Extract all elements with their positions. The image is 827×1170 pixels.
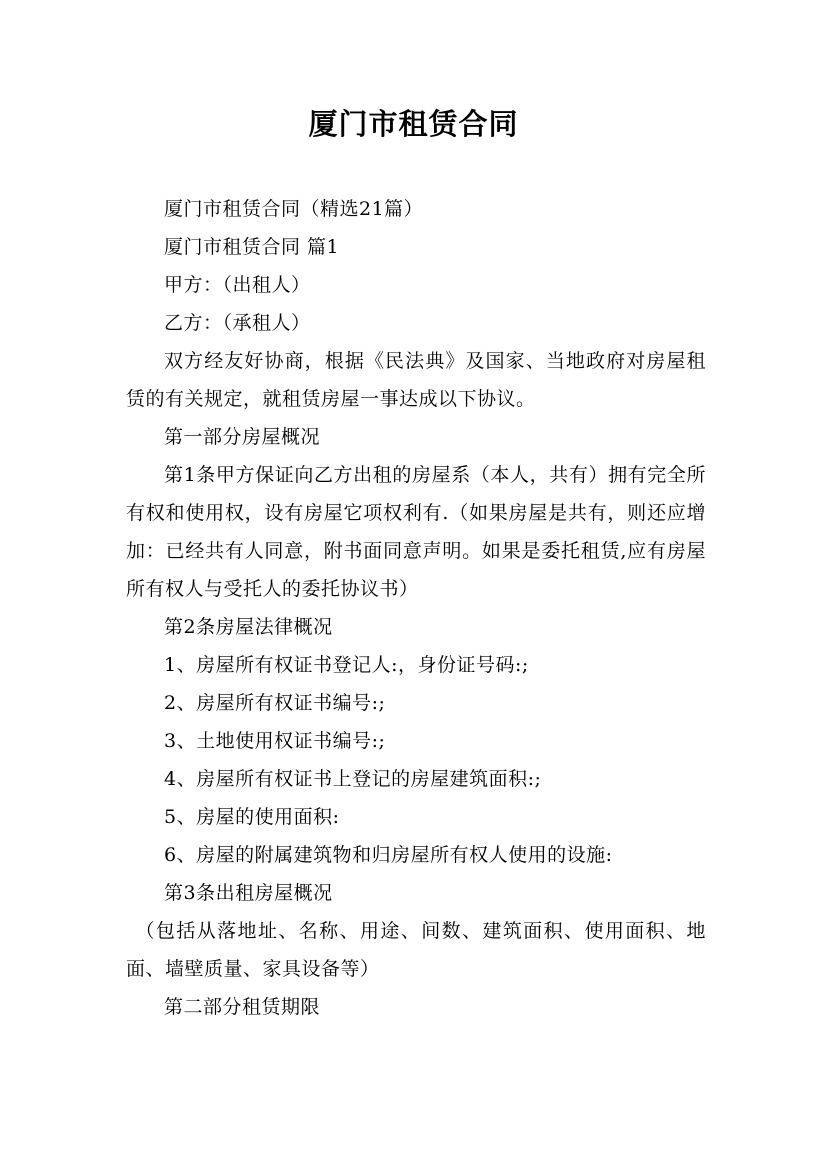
paragraph-item-5: 5、房屋的使用面积: <box>164 806 340 828</box>
document-title: 厦门市租赁合同 <box>308 107 519 141</box>
paragraph-intro: 双方经友好协商，根据《民法典》及国家、当地政府对房屋租赁的有关规定，就租赁房屋一事达成以下协议。 <box>126 350 706 410</box>
paragraph-clause-3: 第3条出租房屋概况 <box>164 882 333 904</box>
paragraph-clause-1: 第1条甲方保证向乙方出租的房屋系（本人，共有）拥有完全所有权和使用权，设有房屋它项权利有.（如果房屋是共有，则还应增加：已经共有人同意，附书面同意声明。如果是委托租赁,应有房屋所有权人与受托人的委托协议书） <box>126 464 706 600</box>
paragraph-section-1: 第一部分房屋概况 <box>164 426 321 448</box>
paragraph-heading-article-1: 厦门市租赁合同 篇1 <box>164 236 340 258</box>
paragraph-party-b: 乙方：（承租人） <box>164 312 311 334</box>
paragraph-section-2: 第二部分租赁期限 <box>164 996 321 1018</box>
paragraph-item-6: 6、房屋的附属建筑物和归房屋所有权人使用的设施: <box>164 844 613 866</box>
paragraph-item-2: 2、房屋所有权证书编号:; <box>164 692 386 714</box>
paragraph-subtitle: 厦门市租赁合同（精选21篇） <box>164 198 424 220</box>
paragraph-item-3: 3、土地使用权证书编号:; <box>164 730 386 752</box>
document-body <box>126 190 706 1026</box>
paragraph-item-4: 4、房屋所有权证书上登记的房屋建筑面积:; <box>164 768 542 790</box>
paragraph-item-1: 1、房屋所有权证书登记人:，身份证号码:; <box>164 654 529 676</box>
paragraph-party-a: 甲方：（出租人） <box>164 274 311 296</box>
paragraph-clause-3-detail: （包括从落地址、名称、用途、间数、建筑面积、使用面积、地面、墙壁质量、家具设备等） <box>126 920 706 980</box>
paragraph-clause-2: 第2条房屋法律概况 <box>164 616 333 638</box>
